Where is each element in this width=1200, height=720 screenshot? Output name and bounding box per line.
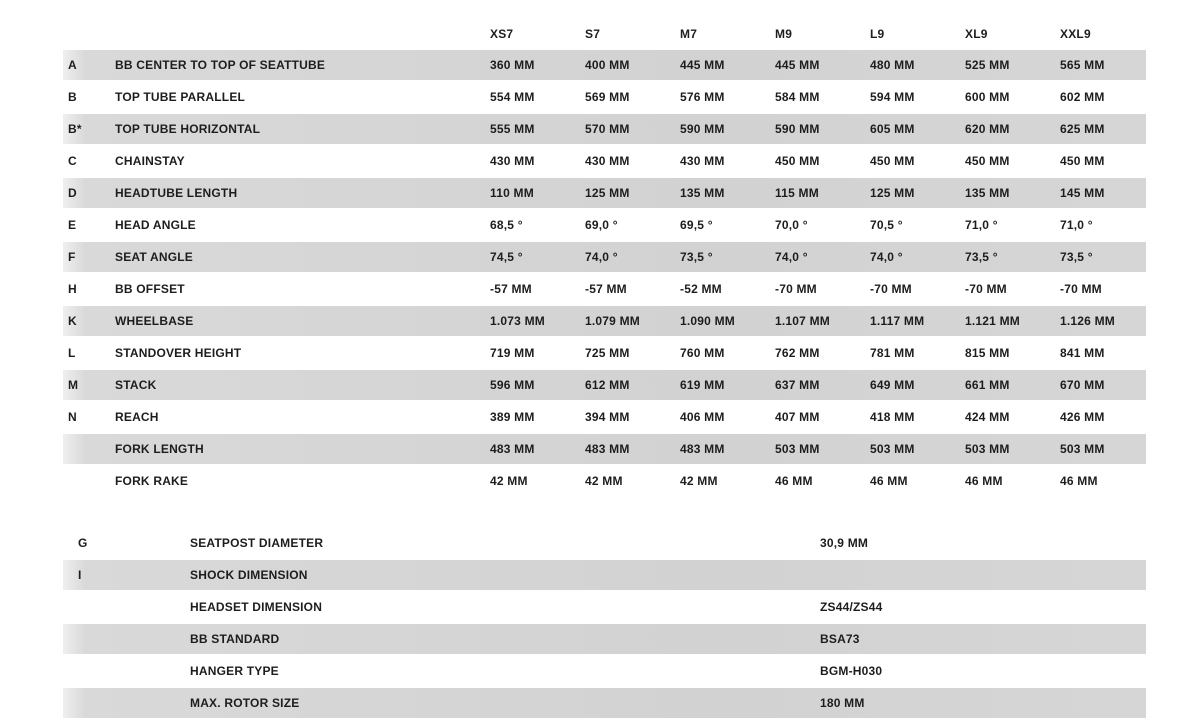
row-letter: E bbox=[68, 218, 77, 232]
row-value: 605 MM bbox=[870, 122, 915, 136]
row-label: HANGER TYPE bbox=[190, 664, 279, 678]
geometry-row bbox=[63, 82, 1146, 112]
row-value: 46 MM bbox=[1060, 474, 1098, 488]
row-value: 30,9 MM bbox=[820, 536, 869, 550]
row-value: 612 MM bbox=[585, 378, 630, 392]
row-value: -57 MM bbox=[490, 282, 532, 296]
row-value: 637 MM bbox=[775, 378, 820, 392]
row-value: 719 MM bbox=[490, 346, 535, 360]
row-value: 125 MM bbox=[870, 186, 915, 200]
row-value: 73,5 ° bbox=[965, 250, 998, 264]
row-value: 590 MM bbox=[775, 122, 820, 136]
row-label: SEATPOST DIAMETER bbox=[190, 536, 324, 550]
row-value: ZS44/ZS44 bbox=[820, 600, 883, 614]
column-header: XS7 bbox=[490, 27, 514, 41]
row-value: BSA73 bbox=[820, 632, 860, 646]
row-value: 46 MM bbox=[775, 474, 813, 488]
row-value: 74,0 ° bbox=[585, 250, 618, 264]
row-value: 68,5 ° bbox=[490, 218, 523, 232]
spec-row bbox=[63, 528, 1146, 558]
row-value: 426 MM bbox=[1060, 410, 1105, 424]
row-value: 450 MM bbox=[1060, 154, 1105, 168]
row-label: FORK LENGTH bbox=[115, 442, 204, 456]
spec-table-body bbox=[63, 528, 1146, 718]
geometry-row bbox=[63, 434, 1146, 464]
row-value: 450 MM bbox=[870, 154, 915, 168]
spec-row bbox=[63, 624, 1146, 654]
row-value: 594 MM bbox=[870, 90, 915, 104]
row-value: 503 MM bbox=[775, 442, 820, 456]
row-value: 590 MM bbox=[680, 122, 725, 136]
row-value: 42 MM bbox=[585, 474, 623, 488]
row-value: 584 MM bbox=[775, 90, 820, 104]
row-value: 445 MM bbox=[680, 58, 725, 72]
row-value: 503 MM bbox=[870, 442, 915, 456]
row-value: -70 MM bbox=[965, 282, 1007, 296]
row-value: 406 MM bbox=[680, 410, 725, 424]
row-value: 115 MM bbox=[775, 186, 819, 200]
row-value: 110 MM bbox=[490, 186, 534, 200]
row-value: 841 MM bbox=[1060, 346, 1105, 360]
row-value: 625 MM bbox=[1060, 122, 1105, 136]
row-value: 576 MM bbox=[680, 90, 725, 104]
row-value: 569 MM bbox=[585, 90, 630, 104]
row-value: 554 MM bbox=[490, 90, 535, 104]
row-value: 1.073 MM bbox=[490, 314, 545, 328]
row-value: 450 MM bbox=[775, 154, 820, 168]
row-label: MAX. ROTOR SIZE bbox=[190, 696, 300, 710]
spec-row bbox=[63, 560, 1146, 590]
row-label: HEAD ANGLE bbox=[115, 218, 196, 232]
row-value: 1.090 MM bbox=[680, 314, 735, 328]
geometry-row bbox=[63, 274, 1146, 304]
row-value: -52 MM bbox=[680, 282, 722, 296]
row-value: 70,0 ° bbox=[775, 218, 808, 232]
row-value: BGM-H030 bbox=[820, 664, 883, 678]
geometry-row bbox=[63, 466, 1146, 496]
geometry-table bbox=[63, 20, 1146, 498]
row-value: 661 MM bbox=[965, 378, 1010, 392]
row-letter: G bbox=[78, 536, 88, 550]
row-value: 670 MM bbox=[1060, 378, 1105, 392]
row-value: 620 MM bbox=[965, 122, 1010, 136]
row-label: BB OFFSET bbox=[115, 282, 185, 296]
row-value: -70 MM bbox=[775, 282, 817, 296]
spec-row bbox=[63, 656, 1146, 686]
row-label: STANDOVER HEIGHT bbox=[115, 346, 242, 360]
row-label: SEAT ANGLE bbox=[115, 250, 194, 264]
row-value: 407 MM bbox=[775, 410, 820, 424]
row-label: HEADTUBE LENGTH bbox=[115, 186, 238, 200]
row-value: 71,0 ° bbox=[965, 218, 998, 232]
row-label: REACH bbox=[115, 410, 159, 424]
row-value: 1.117 MM bbox=[870, 314, 925, 328]
row-label: WHEELBASE bbox=[115, 314, 194, 328]
row-value: 71,0 ° bbox=[1060, 218, 1093, 232]
row-value: 73,5 ° bbox=[680, 250, 713, 264]
geometry-table-body bbox=[63, 50, 1146, 496]
row-value: 394 MM bbox=[585, 410, 630, 424]
row-label: STACK bbox=[115, 378, 157, 392]
row-value: 565 MM bbox=[1060, 58, 1105, 72]
column-header: XXL9 bbox=[1060, 27, 1091, 41]
geometry-row bbox=[63, 242, 1146, 272]
column-header: M9 bbox=[775, 27, 793, 41]
spec-row bbox=[63, 688, 1146, 718]
row-value: 145 MM bbox=[1060, 186, 1105, 200]
row-value: 360 MM bbox=[490, 58, 535, 72]
row-value: 430 MM bbox=[585, 154, 630, 168]
row-label: TOP TUBE HORIZONTAL bbox=[115, 122, 261, 136]
row-value: 1.079 MM bbox=[585, 314, 640, 328]
row-value: 1.126 MM bbox=[1060, 314, 1115, 328]
row-value: 762 MM bbox=[775, 346, 820, 360]
row-value: 503 MM bbox=[1060, 442, 1105, 456]
row-value: -70 MM bbox=[870, 282, 912, 296]
row-letter: F bbox=[68, 250, 76, 264]
geometry-row bbox=[63, 402, 1146, 432]
row-letter: M bbox=[68, 378, 79, 392]
geometry-row bbox=[63, 50, 1146, 80]
row-label: BB STANDARD bbox=[190, 632, 280, 646]
row-value: 781 MM bbox=[870, 346, 915, 360]
row-value: 483 MM bbox=[585, 442, 630, 456]
row-value: 135 MM bbox=[965, 186, 1010, 200]
geometry-row bbox=[63, 338, 1146, 368]
row-value: 503 MM bbox=[965, 442, 1010, 456]
row-value: 418 MM bbox=[870, 410, 915, 424]
row-value: 600 MM bbox=[965, 90, 1010, 104]
row-value: -57 MM bbox=[585, 282, 627, 296]
row-label: CHAINSTAY bbox=[115, 154, 185, 168]
row-value: 69,0 ° bbox=[585, 218, 618, 232]
column-header: XL9 bbox=[965, 27, 988, 41]
row-value: 69,5 ° bbox=[680, 218, 713, 232]
row-value: 602 MM bbox=[1060, 90, 1105, 104]
row-value: 483 MM bbox=[490, 442, 535, 456]
row-letter: I bbox=[78, 568, 82, 582]
spec-table bbox=[63, 528, 1146, 720]
row-value: 180 MM bbox=[820, 696, 865, 710]
row-value: 760 MM bbox=[680, 346, 725, 360]
row-value: 389 MM bbox=[490, 410, 535, 424]
geometry-row bbox=[63, 306, 1146, 336]
column-header: L9 bbox=[870, 27, 885, 41]
row-value: 74,5 ° bbox=[490, 250, 523, 264]
row-value: 74,0 ° bbox=[870, 250, 903, 264]
row-letter: A bbox=[68, 58, 77, 72]
row-value: 46 MM bbox=[870, 474, 908, 488]
row-label: BB CENTER TO TOP OF SEATTUBE bbox=[115, 58, 326, 72]
column-header: M7 bbox=[680, 27, 698, 41]
row-value: 400 MM bbox=[585, 58, 630, 72]
row-value: 1.121 MM bbox=[965, 314, 1020, 328]
geometry-row bbox=[63, 210, 1146, 240]
geometry-row bbox=[63, 146, 1146, 176]
spec-row bbox=[63, 592, 1146, 622]
row-value: 135 MM bbox=[680, 186, 725, 200]
row-value: 430 MM bbox=[680, 154, 725, 168]
row-value: 483 MM bbox=[680, 442, 725, 456]
row-letter: N bbox=[68, 410, 77, 424]
row-value: 424 MM bbox=[965, 410, 1010, 424]
column-header: S7 bbox=[585, 27, 601, 41]
geometry-row bbox=[63, 114, 1146, 144]
row-value: 649 MM bbox=[870, 378, 915, 392]
row-letter: K bbox=[68, 314, 77, 328]
row-value: 42 MM bbox=[490, 474, 528, 488]
row-letter: D bbox=[68, 186, 77, 200]
row-letter: L bbox=[68, 346, 76, 360]
row-label: HEADSET DIMENSION bbox=[190, 600, 323, 614]
row-value: 1.107 MM bbox=[775, 314, 830, 328]
row-letter: B* bbox=[68, 122, 82, 136]
row-value: 596 MM bbox=[490, 378, 535, 392]
row-value: 125 MM bbox=[585, 186, 630, 200]
row-label: SHOCK DIMENSION bbox=[190, 568, 308, 582]
row-value: 480 MM bbox=[870, 58, 915, 72]
row-letter: C bbox=[68, 154, 77, 168]
row-value: 445 MM bbox=[775, 58, 820, 72]
row-value: -70 MM bbox=[1060, 282, 1102, 296]
geometry-row bbox=[63, 370, 1146, 400]
row-label: FORK RAKE bbox=[115, 474, 189, 488]
row-value: 450 MM bbox=[965, 154, 1010, 168]
row-value: 73,5 ° bbox=[1060, 250, 1093, 264]
row-value: 430 MM bbox=[490, 154, 535, 168]
row-value: 725 MM bbox=[585, 346, 630, 360]
row-value: 74,0 ° bbox=[775, 250, 808, 264]
row-value: 42 MM bbox=[680, 474, 718, 488]
row-letter: B bbox=[68, 90, 77, 104]
row-value: 570 MM bbox=[585, 122, 630, 136]
row-value: 46 MM bbox=[965, 474, 1003, 488]
row-letter: H bbox=[68, 282, 77, 296]
geometry-row bbox=[63, 178, 1146, 208]
row-value: 525 MM bbox=[965, 58, 1010, 72]
row-value: 815 MM bbox=[965, 346, 1010, 360]
row-value: 70,5 ° bbox=[870, 218, 903, 232]
row-label: TOP TUBE PARALLEL bbox=[115, 90, 246, 104]
row-value: 555 MM bbox=[490, 122, 535, 136]
geometry-header-row bbox=[63, 20, 1146, 48]
row-value: 619 MM bbox=[680, 378, 725, 392]
